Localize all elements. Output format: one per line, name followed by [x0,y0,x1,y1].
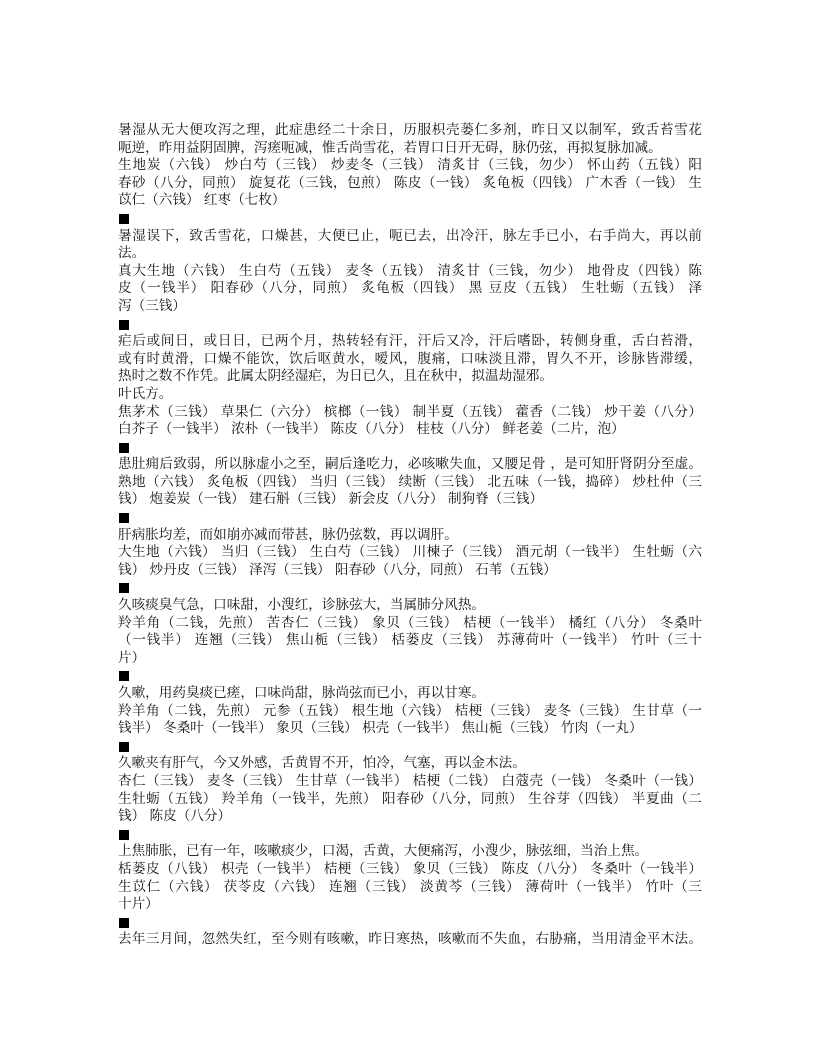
case-separator [118,316,702,334]
case-separator [118,210,702,228]
case-entry [118,843,702,913]
case-entry [118,685,702,738]
text-line: 春砂（八分，同煎） 旋复花（三钱，包煎） 陈皮（一钱） 炙龟板（四钱） 广木香（一钱） 生 [118,174,702,191]
case-entry [118,931,702,949]
text-line: 羚羊角（二钱，先煎） 元参（五钱） 根生地（六钱） 桔梗（三钱） 麦冬（三钱） 生甘草（一 [118,702,702,719]
text-line: 热时之数不作凭。此属太阴经湿疟，为日已久，且在秋中，拟温劫湿邪。 [118,368,553,385]
text-line: 久咳痰臭气急，口味甜，小溲红，诊脉弦大，当属肺分风热。 [118,597,486,614]
case-entry [118,122,702,210]
case-entry [118,333,702,439]
black-square-icon [119,918,129,928]
text-line: 熟地（六钱） 炙龟板（四钱） 当归（三钱） 续断（三钱） 北五味（一钱，捣碎） 炒杜仲（三 [118,473,702,490]
text-line: 大生地（六钱） 当归（三钱） 生白芍（三钱） 川楝子（三钱） 酒元胡（一钱半） 生牡蛎（六 [118,544,702,561]
black-square-icon [119,513,129,523]
text-line: 白芥子（一钱半） 浓朴（一钱半） 陈皮（八分） 桂枝（八分） 鲜老姜（二片，泡） [118,421,625,438]
case-separator [118,738,702,756]
text-line: 钱） 陈皮（八分） [118,808,232,825]
text-line: 生地炭（六钱） 炒白芍（三钱） 炒麦冬（三钱） 清炙甘（三钱，勿少） 怀山药（五钱）阳 [118,157,702,174]
case-entry [118,755,702,825]
text-line: 久嗽，用药臭痰已瘥，口味尚甜，脉尚弦而已小，再以甘寒。 [118,685,486,701]
text-line: 焦茅术（三钱） 草果仁（六分） 槟榔（一钱） 制半夏（五钱） 藿香（二钱） 炒干姜（八分） [118,403,702,420]
black-square-icon [119,742,129,752]
text-line: 片） [118,649,146,666]
case-entry [118,228,702,316]
text-line: 皮（一钱半） 阳春砂（八分，同煎） 炙龟板（四钱） 黑 豆皮（五钱） 生牡蛎（五钱） 泽 [118,280,702,297]
text-line: 生苡仁（六钱） 茯苓皮（六钱） 连翘（三钱） 淡黄芩（三钱） 薄荷叶（一钱半） 竹叶（三 [118,878,702,895]
case-separator [118,914,702,932]
text-line: 叶氏方。 [118,385,173,402]
case-entry [118,456,702,509]
text-line: 泻（三钱） [118,297,186,314]
case-separator [118,509,702,527]
text-line: 钱半） 冬桑叶（一钱半） 象贝（三钱） 枳壳（一钱半） 焦山栀（三钱） 竹肉（一丸） [118,720,643,737]
case-separator [118,579,702,597]
text-line: 暑湿从无大便攻泻之理，此症患经二十余日，历服枳壳蒌仁多剂，昨日又以制军，致舌苔雪花 [118,122,702,138]
black-square-icon [119,214,129,224]
text-line: 呃逆，昨用益阴固脾，泻瘥呃减，惟舌尚雪花，若胃口日开无碍，脉仍弦，再拟复脉加减。 [118,139,662,156]
document-body [118,122,702,949]
case-separator [118,826,702,844]
text-line: 真大生地（六钱） 生白芍（五钱） 麦冬（五钱） 清炙甘（三钱，勿少） 地骨皮（四钱）陈 [118,262,702,279]
text-line: 久嗽夹有肝气，今又外感，舌黄胃不开，怕冷，气塞，再以金木法。 [118,755,526,772]
text-line: 钱） 炒丹皮（三钱） 泽泻（三钱） 阳春砂（八分，同煎） 石苇（五钱） [118,561,557,578]
text-line: 肝病胀均差，而如崩亦减而带甚，脉仍弦数，再以调肝。 [118,526,458,543]
black-square-icon [119,320,129,330]
text-line: 钱） 炮姜炭（一钱） 建石斛（三钱） 新会皮（八分） 制狗脊（三钱） [118,491,544,508]
text-line: 暑湿误下，致舌雪花，口燥甚，大便已止，呃已去，出冷汗，脉左手已小，右手尚大，再以前 [118,227,702,244]
text-line: 上焦肺胀，已有一年，咳嗽痰少，口渴，舌黄，大便痛泻，小溲少，脉弦细，当治上焦。 [118,843,649,860]
text-line: 去年三月间，忽然失红，至今则有咳嗽，昨日寒热，咳嗽而不失血，右胁痛，当用清金平木法。 [118,931,702,948]
text-line: （一钱半） 连翘（三钱） 焦山栀（三钱） 栝蒌皮（三钱） 苏薄荷叶（一钱半） 竹叶（三十 [118,632,702,649]
text-line: 生牡蛎（五钱） 羚羊角（一钱半，先煎） 阳春砂（八分，同煎） 生谷芽（四钱） 半夏曲（二 [118,790,702,807]
text-line: 十片） [118,896,159,913]
text-line: 法。 [118,245,146,262]
case-separator [118,667,702,685]
text-line: 患肚痈后致弱，所以脉虚小之至，嗣后逢吃力，必咳嗽失血，又腰足骨 ，是可知肝肾阴分至虚。 [118,456,702,473]
text-line: 杏仁（三钱） 麦冬（三钱） 生甘草（一钱半） 桔梗（二钱） 白蔻壳（一钱） 冬桑叶（一钱） [118,772,702,789]
case-entry [118,527,702,580]
black-square-icon [119,583,129,593]
black-square-icon [119,671,129,681]
black-square-icon [119,830,129,840]
text-line: 疟后或间日，或日日，已两个月，热转轻有汗，汗后又冷，汗后嗜卧，转侧身重，舌白苔滑， [118,333,702,350]
case-entry [118,597,702,667]
text-line: 羚羊角（二钱，先煎） 苦杏仁（三钱） 象贝（三钱） 桔梗（一钱半） 橘红（八分） 冬桑叶 [118,614,702,631]
text-line: 或有时黄滑，口燥不能饮，饮后呕黄水，嗳风，腹痛，口味淡且滞，胃久不开，诊脉皆滞缓， [118,350,702,367]
black-square-icon [119,443,129,453]
text-line: 苡仁（六钱） 红枣（七枚） [118,192,286,209]
text-line: 栝蒌皮（八钱） 枳壳（一钱半） 桔梗（三钱） 象贝（三钱） 陈皮（八分） 冬桑叶（一钱半） [118,860,702,877]
case-separator [118,439,702,457]
